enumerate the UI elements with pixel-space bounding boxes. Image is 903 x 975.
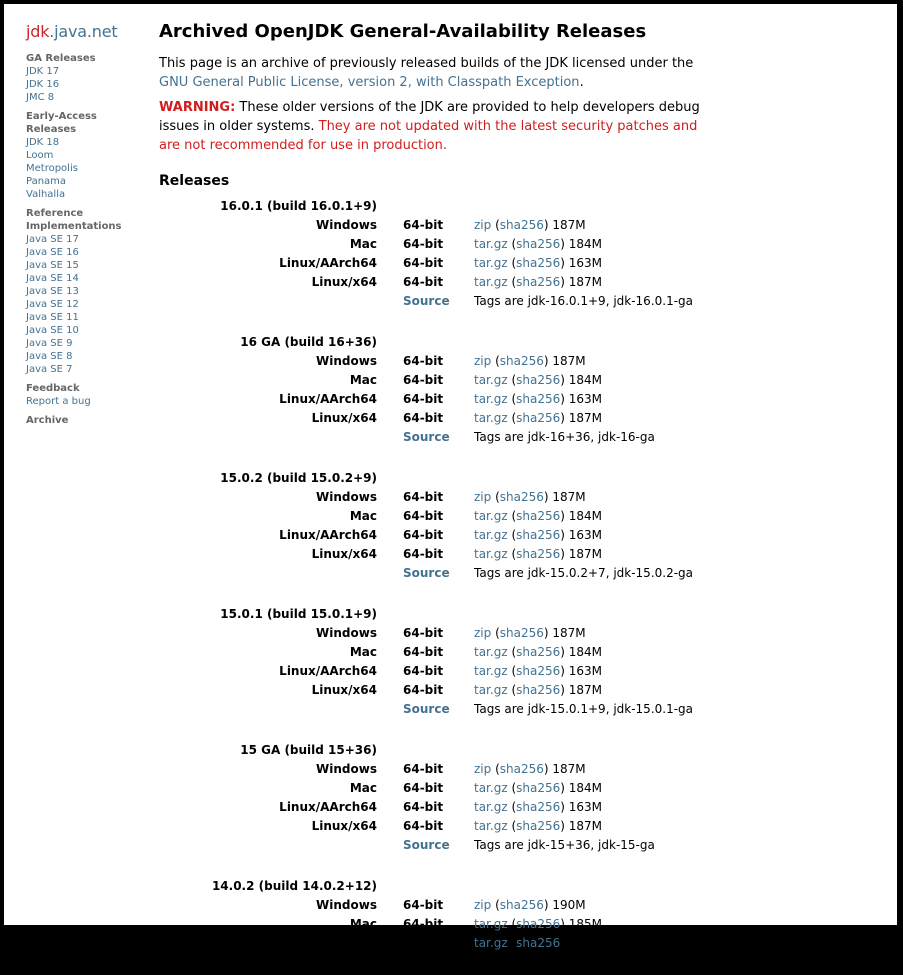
logo-part-jdk: jdk bbox=[26, 22, 50, 41]
checksum-link[interactable]: sha256 bbox=[516, 547, 561, 561]
download-files: tar.gz (sha256) 163M bbox=[474, 528, 603, 542]
sidebar-link-jdk-17[interactable]: JDK 17 bbox=[26, 66, 60, 77]
download-row bbox=[159, 235, 719, 254]
source-link[interactable]: Source bbox=[403, 294, 450, 308]
download-files: tar.gz (sha256) 184M bbox=[474, 237, 603, 251]
download-files: tar.gz (sha256) 184M bbox=[474, 645, 603, 659]
package-link[interactable]: tar.gz bbox=[474, 528, 508, 542]
download-files: tar.gz (sha256) 163M bbox=[474, 256, 603, 270]
arch-label: 64-bit bbox=[403, 256, 444, 270]
arch-label: 64-bit bbox=[403, 800, 444, 814]
platform-label: Windows bbox=[316, 626, 377, 640]
platform-label: Linux/AArch64 bbox=[279, 256, 377, 270]
download-files: tar.gz (sha256) 185M bbox=[474, 917, 603, 931]
arch-label: 64-bit bbox=[403, 392, 444, 406]
arch-label: 64-bit bbox=[403, 645, 444, 659]
platform-label: Mac bbox=[349, 781, 377, 795]
sidebar-link-report-a-bug[interactable]: Report a bug bbox=[26, 396, 91, 407]
package-link[interactable]: tar.gz bbox=[474, 781, 508, 795]
sidebar-link-java-se-17[interactable]: Java SE 17 bbox=[26, 234, 79, 245]
arch-label: 64-bit bbox=[403, 547, 444, 561]
platform-label: Windows bbox=[316, 762, 377, 776]
download-row bbox=[159, 254, 719, 273]
sidebar-link-java-se-8[interactable]: Java SE 8 bbox=[26, 351, 73, 362]
download-row bbox=[159, 216, 719, 235]
download-files: tar.gz (sha256) 163M bbox=[474, 800, 603, 814]
arch-label: 64-bit bbox=[403, 683, 444, 697]
platform-label: Windows bbox=[316, 218, 377, 232]
download-row bbox=[159, 409, 719, 428]
source-link[interactable]: Source bbox=[403, 838, 450, 852]
checksum-link[interactable]: sha256 bbox=[499, 626, 544, 640]
checksum-link[interactable]: sha256 bbox=[499, 218, 544, 232]
checksum-link[interactable]: sha256 bbox=[499, 354, 544, 368]
release-block bbox=[159, 197, 719, 311]
download-row bbox=[159, 896, 719, 915]
file-size: 163M bbox=[568, 392, 603, 406]
file-size: 163M bbox=[568, 664, 603, 678]
file-size: 187M bbox=[568, 547, 603, 561]
sidebar-heading-feedback: Feedback bbox=[26, 383, 80, 394]
checksum-link[interactable]: sha256 bbox=[516, 411, 561, 425]
release-title: 15.0.1 (build 15.0.1+9) bbox=[220, 607, 377, 621]
sidebar-heading-ri: Reference Implementations bbox=[26, 208, 122, 232]
download-row bbox=[159, 662, 719, 681]
sidebar-heading-archive[interactable]: Archive bbox=[26, 415, 69, 426]
download-files: tar.gz (sha256) 187M bbox=[474, 411, 603, 425]
sidebar-link-metropolis[interactable]: Metropolis bbox=[26, 163, 78, 174]
checksum-link[interactable]: sha256 bbox=[516, 275, 561, 289]
download-files: zip (sha256) 187M bbox=[474, 490, 586, 504]
download-row bbox=[159, 526, 719, 545]
site-logo[interactable] bbox=[26, 22, 146, 42]
package-link[interactable]: tar.gz bbox=[474, 547, 508, 561]
checksum-link[interactable]: sha256 bbox=[516, 781, 561, 795]
arch-label: 64-bit bbox=[403, 218, 444, 232]
file-size: 184M bbox=[568, 645, 603, 659]
page bbox=[4, 4, 897, 950]
source-tags: Tags are jdk-16+36, jdk-16-ga bbox=[474, 430, 655, 444]
file-size: 163M bbox=[568, 800, 603, 814]
release-title: 16 GA (build 16+36) bbox=[240, 335, 377, 349]
checksum-link[interactable]: sha256 bbox=[516, 917, 561, 931]
platform-label: Linux/x64 bbox=[311, 819, 377, 833]
download-files: tar.gz (sha256) 187M bbox=[474, 683, 603, 697]
download-row bbox=[159, 371, 719, 390]
checksum-link[interactable]: sha256 bbox=[516, 800, 561, 814]
source-row bbox=[159, 836, 719, 855]
package-link[interactable]: tar.gz bbox=[474, 819, 508, 833]
download-row bbox=[159, 681, 719, 700]
download-files: tar.gz (sha256) 187M bbox=[474, 819, 603, 833]
package-link[interactable]: zip bbox=[474, 626, 492, 640]
sidebar-link-java-se-9[interactable]: Java SE 9 bbox=[26, 338, 73, 349]
release-block bbox=[159, 469, 719, 583]
download-row bbox=[159, 779, 719, 798]
arch-label: 64-bit bbox=[403, 490, 444, 504]
arch-label: 64-bit bbox=[403, 373, 444, 387]
package-link[interactable]: zip bbox=[474, 490, 492, 504]
package-link[interactable]: zip bbox=[474, 218, 492, 232]
sidebar-link-valhalla[interactable]: Valhalla bbox=[26, 189, 66, 200]
sidebar-link-java-se-16[interactable]: Java SE 16 bbox=[26, 247, 79, 258]
file-size: 187M bbox=[568, 683, 603, 697]
platform-label: Windows bbox=[316, 354, 377, 368]
sidebar-link-java-se-13[interactable]: Java SE 13 bbox=[26, 286, 79, 297]
sidebar-link-jmc-8[interactable]: JMC 8 bbox=[26, 92, 55, 103]
source-tags: Tags are jdk-15+36, jdk-15-ga bbox=[474, 838, 655, 852]
download-row bbox=[159, 643, 719, 662]
source-row bbox=[159, 700, 719, 719]
release-title: 16.0.1 (build 16.0.1+9) bbox=[220, 199, 377, 213]
checksum-link[interactable]: sha256 bbox=[516, 664, 561, 678]
release-title: 14.0.2 (build 14.0.2+12) bbox=[211, 879, 377, 893]
sidebar-heading-ea: Early-Access Releases bbox=[26, 111, 97, 135]
release-block bbox=[159, 877, 719, 953]
file-size: 184M bbox=[568, 237, 603, 251]
arch-label: 64-bit bbox=[403, 411, 444, 425]
package-link[interactable]: zip bbox=[474, 898, 492, 912]
source-tags: Tags are jdk-15.0.1+9, jdk-15.0.1-ga bbox=[474, 702, 694, 716]
source-row bbox=[159, 292, 719, 311]
warning-text: These older versions of the JDK are provided to help developers debug issues in older systems. bbox=[159, 100, 700, 134]
download-files: tar.gz (sha256) 190M bbox=[474, 936, 603, 950]
file-size: 184M bbox=[568, 509, 603, 523]
platform-label: Mac bbox=[349, 509, 377, 523]
file-size: 185M bbox=[568, 917, 603, 931]
sidebar-link-java-se-11[interactable]: Java SE 11 bbox=[26, 312, 79, 323]
download-row bbox=[159, 390, 719, 409]
logo-part-domain: .java.net bbox=[49, 22, 118, 41]
platform-label: Linux/AArch64 bbox=[279, 800, 377, 814]
arch-label: 64-bit bbox=[403, 354, 444, 368]
checksum-link[interactable]: sha256 bbox=[516, 819, 561, 833]
platform-label: Windows bbox=[316, 490, 377, 504]
checksum-link[interactable]: sha256 bbox=[516, 528, 561, 542]
release-title: 15.0.2 (build 15.0.2+9) bbox=[220, 471, 377, 485]
source-row bbox=[159, 564, 719, 583]
file-size: 184M bbox=[568, 373, 603, 387]
package-link[interactable]: tar.gz bbox=[474, 275, 508, 289]
download-files: tar.gz (sha256) 187M bbox=[474, 275, 603, 289]
sidebar-link-jdk-18[interactable]: JDK 18 bbox=[26, 137, 60, 148]
file-size: 187M bbox=[568, 275, 603, 289]
intro-text: This page is an archive of previously released builds of the JDK licensed under the bbox=[159, 56, 694, 71]
release-block bbox=[159, 605, 719, 719]
file-size: 190M bbox=[568, 936, 603, 950]
package-link[interactable]: tar.gz bbox=[474, 645, 508, 659]
checksum-link[interactable]: sha256 bbox=[499, 898, 544, 912]
file-size: 187M bbox=[568, 411, 603, 425]
sidebar-link-panama[interactable]: Panama bbox=[26, 176, 67, 187]
arch-label: 64-bit bbox=[403, 626, 444, 640]
download-row bbox=[159, 488, 719, 507]
download-files: zip (sha256) 190M bbox=[474, 898, 586, 912]
main-content bbox=[159, 20, 719, 975]
platform-label: Linux/x64 bbox=[311, 547, 377, 561]
warning-paragraph bbox=[159, 98, 719, 155]
platform-label: Mac bbox=[349, 237, 377, 251]
package-link[interactable]: tar.gz bbox=[474, 373, 508, 387]
arch-label: 64-bit bbox=[403, 936, 444, 950]
download-files: tar.gz (sha256) 163M bbox=[474, 664, 603, 678]
checksum-link[interactable]: sha256 bbox=[516, 936, 561, 950]
arch-label: 64-bit bbox=[403, 898, 444, 912]
package-link[interactable]: tar.gz bbox=[474, 664, 508, 678]
sidebar-link-java-se-15[interactable]: Java SE 15 bbox=[26, 260, 79, 271]
arch-label: 64-bit bbox=[403, 509, 444, 523]
file-size: 190M bbox=[552, 898, 586, 912]
download-row bbox=[159, 507, 719, 526]
download-files: zip (sha256) 187M bbox=[474, 218, 586, 232]
file-size: 187M bbox=[552, 762, 586, 776]
release-block bbox=[159, 333, 719, 447]
download-files: tar.gz (sha256) 184M bbox=[474, 373, 603, 387]
checksum-link[interactable]: sha256 bbox=[499, 762, 544, 776]
platform-label: Windows bbox=[316, 898, 377, 912]
sidebar bbox=[26, 22, 146, 427]
file-size: 187M bbox=[568, 819, 603, 833]
download-row bbox=[159, 798, 719, 817]
file-size: 187M bbox=[552, 218, 586, 232]
platform-label: Linux/AArch64 bbox=[279, 528, 377, 542]
sidebar-link-java-se-14[interactable]: Java SE 14 bbox=[26, 273, 79, 284]
package-link[interactable]: tar.gz bbox=[474, 917, 508, 931]
checksum-link[interactable]: sha256 bbox=[516, 509, 561, 523]
package-link[interactable]: zip bbox=[474, 762, 492, 776]
platform-label: Linux/x64 bbox=[311, 275, 377, 289]
source-row bbox=[159, 428, 719, 447]
package-link[interactable]: tar.gz bbox=[474, 683, 508, 697]
package-link[interactable]: zip bbox=[474, 354, 492, 368]
platform-label: Linux/x64 bbox=[311, 411, 377, 425]
sidebar-link-java-se-7[interactable]: Java SE 7 bbox=[26, 364, 73, 375]
platform-label: Mac bbox=[349, 373, 377, 387]
package-link[interactable]: tar.gz bbox=[474, 411, 508, 425]
arch-label: 64-bit bbox=[403, 781, 444, 795]
download-files: zip (sha256) 187M bbox=[474, 762, 586, 776]
source-link[interactable]: Source bbox=[403, 566, 450, 580]
arch-label: 64-bit bbox=[403, 275, 444, 289]
sidebar-link-loom[interactable]: Loom bbox=[26, 150, 54, 161]
file-size: 187M bbox=[552, 626, 586, 640]
gpl-license-link[interactable]: GNU General Public License, version 2, with Classpath Exception bbox=[159, 75, 580, 90]
package-link[interactable]: tar.gz bbox=[474, 800, 508, 814]
sidebar-link-java-se-10[interactable]: Java SE 10 bbox=[26, 325, 79, 336]
platform-label: Linux bbox=[340, 936, 377, 950]
download-files: tar.gz (sha256) 187M bbox=[474, 547, 603, 561]
download-files: zip (sha256) 187M bbox=[474, 354, 586, 368]
releases-heading: Releases bbox=[159, 173, 230, 189]
download-row bbox=[159, 760, 719, 779]
release-title: 15 GA (build 15+36) bbox=[240, 743, 377, 757]
page-title: Archived OpenJDK General-Availability Releases bbox=[159, 21, 647, 42]
file-size: 187M bbox=[552, 354, 586, 368]
checksum-link[interactable]: sha256 bbox=[516, 683, 561, 697]
checksum-link[interactable]: sha256 bbox=[516, 373, 561, 387]
download-row bbox=[159, 624, 719, 643]
platform-label: Mac bbox=[349, 645, 377, 659]
arch-label: 64-bit bbox=[403, 237, 444, 251]
download-files: zip (sha256) 187M bbox=[474, 626, 586, 640]
checksum-link[interactable]: sha256 bbox=[516, 237, 561, 251]
warning-label: WARNING: bbox=[159, 100, 236, 115]
download-row bbox=[159, 352, 719, 371]
arch-label: 64-bit bbox=[403, 819, 444, 833]
releases-list bbox=[159, 197, 719, 953]
checksum-link[interactable]: sha256 bbox=[516, 392, 561, 406]
platform-label: Linux/x64 bbox=[311, 683, 377, 697]
file-size: 163M bbox=[568, 256, 603, 270]
download-files: tar.gz (sha256) 184M bbox=[474, 509, 603, 523]
platform-label: Linux/AArch64 bbox=[279, 392, 377, 406]
checksum-link[interactable]: sha256 bbox=[516, 645, 561, 659]
platform-label: Mac bbox=[349, 917, 377, 931]
arch-label: 64-bit bbox=[403, 762, 444, 776]
download-row bbox=[159, 545, 719, 564]
download-files: tar.gz (sha256) 163M bbox=[474, 392, 603, 406]
source-tags: Tags are jdk-16.0.1+9, jdk-16.0.1-ga bbox=[474, 294, 694, 308]
download-row bbox=[159, 817, 719, 836]
download-row bbox=[159, 915, 719, 934]
intro-paragraph bbox=[159, 54, 719, 92]
file-size: 163M bbox=[568, 528, 603, 542]
checksum-link[interactable]: sha256 bbox=[499, 490, 544, 504]
download-files: tar.gz (sha256) 184M bbox=[474, 781, 603, 795]
arch-label: 64-bit bbox=[403, 528, 444, 542]
sidebar-nav bbox=[26, 52, 146, 427]
source-link[interactable]: Source bbox=[403, 430, 450, 444]
sidebar-heading-ga: GA Releases bbox=[26, 53, 96, 64]
release-block bbox=[159, 741, 719, 855]
package-link[interactable]: tar.gz bbox=[474, 392, 508, 406]
sidebar-link-java-se-12[interactable]: Java SE 12 bbox=[26, 299, 79, 310]
file-size: 187M bbox=[552, 490, 586, 504]
package-link[interactable]: tar.gz bbox=[474, 256, 508, 270]
file-size: 184M bbox=[568, 781, 603, 795]
source-link[interactable]: Source bbox=[403, 702, 450, 716]
arch-label: 64-bit bbox=[403, 917, 444, 931]
intro-end: . bbox=[579, 75, 584, 90]
platform-label: Linux/AArch64 bbox=[279, 664, 377, 678]
checksum-link[interactable]: sha256 bbox=[516, 256, 561, 270]
sidebar-link-jdk-16[interactable]: JDK 16 bbox=[26, 79, 60, 90]
package-link[interactable]: tar.gz bbox=[474, 509, 508, 523]
source-tags: Tags are jdk-15.0.2+7, jdk-15.0.2-ga bbox=[474, 566, 694, 580]
arch-label: 64-bit bbox=[403, 664, 444, 678]
package-link[interactable]: tar.gz bbox=[474, 936, 508, 950]
download-row bbox=[159, 934, 719, 953]
package-link[interactable]: tar.gz bbox=[474, 237, 508, 251]
warning-security-text: They are not updated with the latest security patches and are not recommended for use in production. bbox=[159, 119, 698, 153]
download-row bbox=[159, 273, 719, 292]
